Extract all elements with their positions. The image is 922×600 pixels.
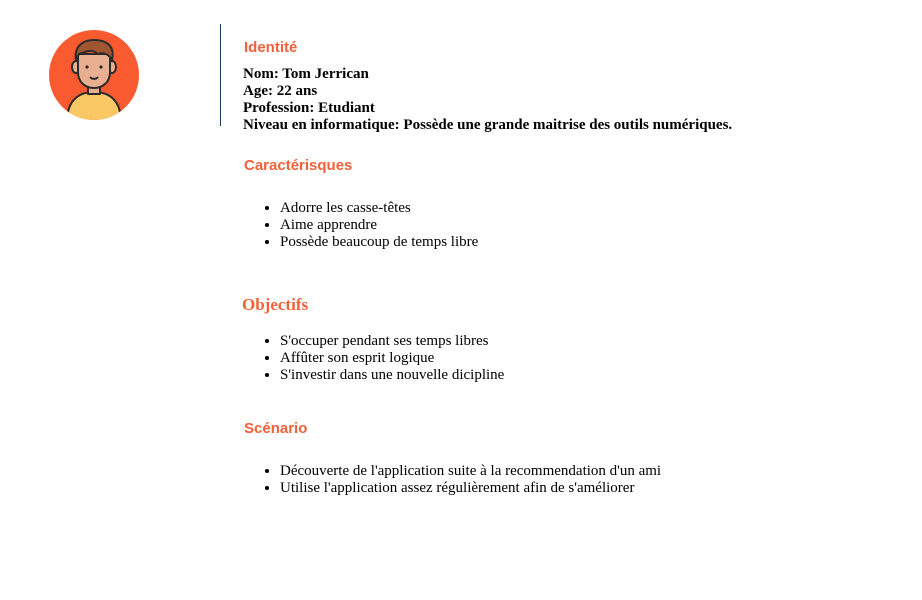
identity-age: Age: 22 ans	[243, 83, 318, 99]
identity-profession: Profession: Etudiant	[243, 100, 375, 116]
objectives-heading: Objectifs	[242, 295, 309, 314]
list-item: • S'investir dans une nouvelle dicipline	[280, 367, 504, 384]
person-avatar-icon	[49, 30, 139, 120]
list-item: • Adorre les casse-têtes	[280, 200, 478, 217]
list-item: • Affûter son esprit logique	[280, 350, 504, 367]
characteristics-heading: Caractérisques	[244, 157, 353, 174]
characteristics-list	[242, 200, 478, 251]
scenario-list	[242, 463, 661, 497]
identity-computer-skill: Niveau en informatique: Possède une grande maitrise des outils numériques.	[243, 117, 733, 133]
identity-name: Nom: Tom Jerrican	[243, 66, 369, 82]
vertical-divider	[220, 24, 221, 126]
scenario-heading: Scénario	[244, 420, 308, 437]
list-item: • Découverte de l'application suite à la recommendation d'un ami	[280, 463, 661, 480]
objectives-list	[242, 333, 504, 384]
avatar	[49, 30, 139, 120]
list-item: • Utilise l'application assez régulièrement afin de s'améliorer	[280, 480, 661, 497]
list-item: • Aime apprendre	[280, 217, 478, 234]
identity-block	[243, 66, 732, 134]
list-item: • Possède beaucoup de temps libre	[280, 234, 478, 251]
list-item: • S'occuper pendant ses temps libres	[280, 333, 504, 350]
identity-heading: Identité	[244, 39, 298, 56]
